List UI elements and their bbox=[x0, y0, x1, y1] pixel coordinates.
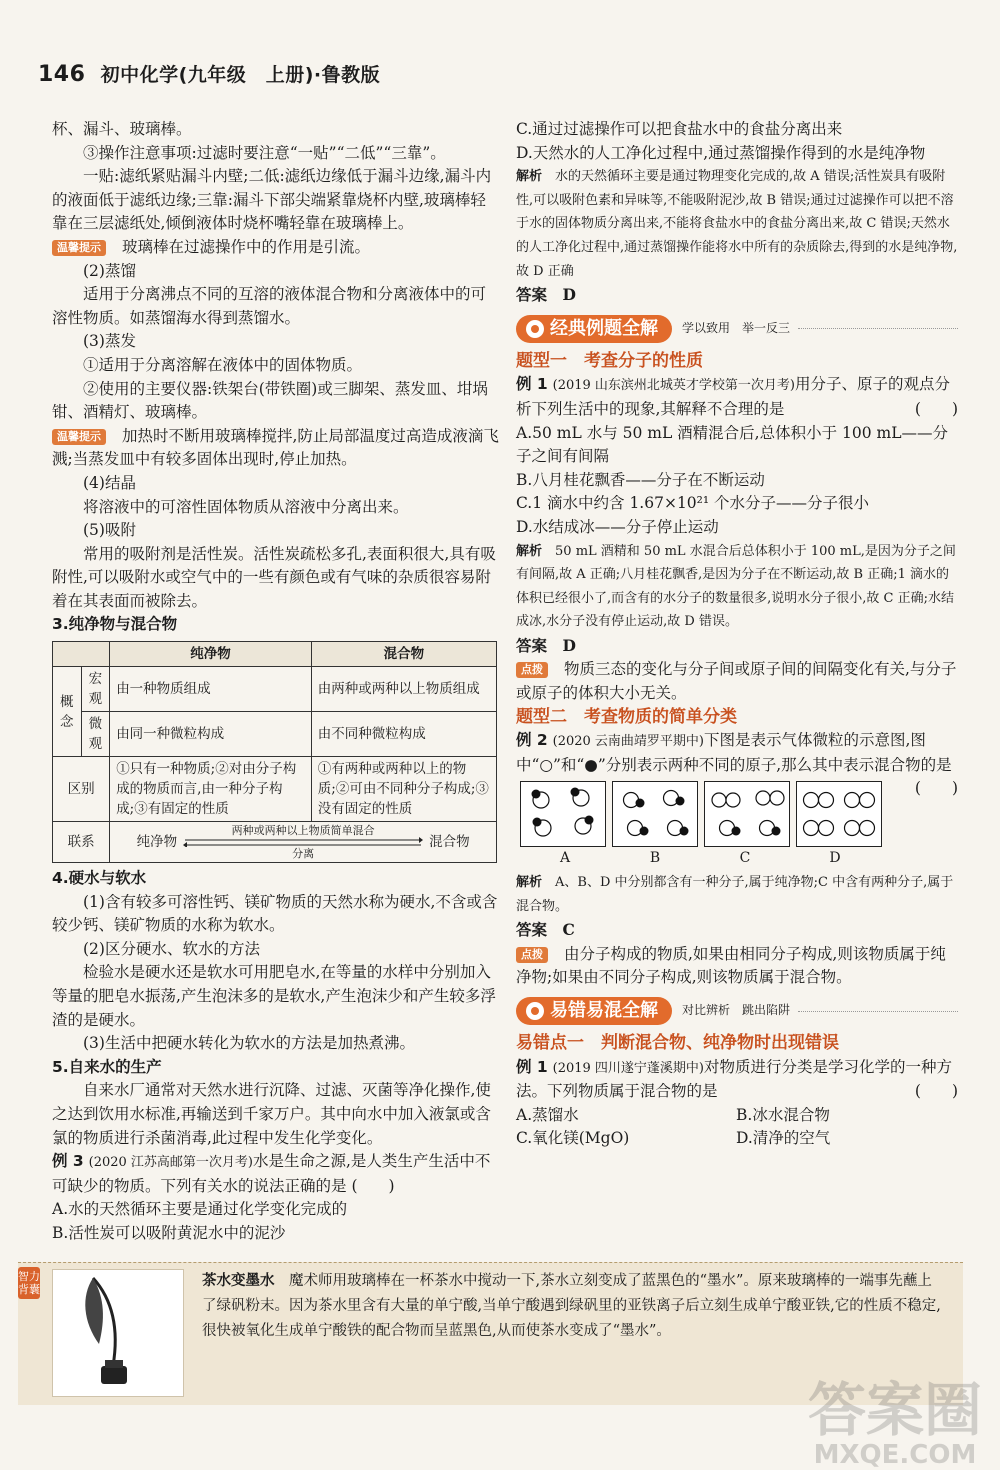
example-label: 例 3 bbox=[52, 1152, 84, 1171]
answer-paren: ( ) bbox=[914, 399, 958, 418]
relation-left: 纯净物 bbox=[136, 834, 178, 851]
banner-subtitle: 学以致用 举一反三 bbox=[682, 320, 791, 335]
footer-body: 魔术师用玻璃棒在一杯茶水中搅动一下,茶水立刻变成了蓝黑色的“墨水”。原来玻璃棒的一端事先蘸上了绿矾粉末。因为茶水里含有大量的单宁酸,当单宁酸遇到绿矾里的亚铁离子后立刻生成单宁酸亚铁,它的性质不稳定,很快被氧化生成单宁酸铁的配合物而呈蓝黑色,从而使茶水变成了“墨水”。 bbox=[202, 1273, 941, 1339]
error-point-heading: 易错点一 判断混合物、纯净物时出现错误 bbox=[516, 1033, 839, 1053]
example-label: 例 1 bbox=[516, 1057, 548, 1076]
molecule-box-b bbox=[612, 781, 698, 847]
option: C.通过过滤操作可以把食盐水中的食盐分离出来 bbox=[516, 120, 843, 138]
tip-tag: 温馨提示 bbox=[52, 429, 106, 445]
footer-side-tag: 智力背囊 bbox=[18, 1267, 40, 1299]
table-cell: 由两种或两种以上物质组成 bbox=[311, 667, 496, 712]
page-number: 146 bbox=[38, 62, 86, 87]
answer-label: 答案 bbox=[516, 921, 548, 940]
molecule-labels bbox=[520, 847, 958, 871]
table-cell: 由不同种微粒构成 bbox=[311, 712, 496, 757]
molecule-label: C bbox=[739, 850, 751, 867]
banner-subtitle: 对比辨析 跳出陷阱 bbox=[682, 1003, 791, 1018]
paragraph: 检验水是硬水还是软水可用肥皂水,在等量的水样中分别加入等量的肥皂水振荡,产生泡沫多的是软水,产生泡沫少和产生较多浮渣的是硬水。 bbox=[52, 963, 496, 1029]
table-cell: ①有两种或两种以上的物质;②可由不同种分子构成;③没有固定的性质 bbox=[311, 757, 496, 822]
analysis-label: 解析 bbox=[516, 875, 543, 891]
molecule-box-a bbox=[520, 781, 606, 847]
comparison-table bbox=[52, 641, 497, 863]
text-line: 杯、漏斗、玻璃棒。 bbox=[52, 120, 192, 138]
analysis-label: 解析 bbox=[516, 169, 543, 185]
footer-title: 茶水变墨水 bbox=[202, 1273, 275, 1289]
answer-label: 答案 bbox=[516, 286, 548, 305]
footer-text bbox=[202, 1269, 942, 1344]
subheading: (5)吸附 bbox=[83, 521, 136, 540]
example-question: 下图是表示气体微粒的示意图,图中“○”和“●”分别表示两种不同的原子,那么其中表示混合物的是 bbox=[516, 731, 952, 774]
table-header: 纯净物 bbox=[110, 642, 312, 667]
example-source: (2020 云南曲靖罗平期中) bbox=[552, 734, 704, 750]
paragraph: ①适用于分离溶解在液体中的固体物质。 bbox=[83, 355, 363, 374]
molecule-drawing-c bbox=[705, 782, 789, 846]
option: A.蒸馏水 bbox=[516, 1105, 579, 1124]
option: C.氧化镁(MgO) bbox=[516, 1129, 630, 1148]
ink-bottle-illustration bbox=[52, 1269, 184, 1397]
question-type-heading: 题型一 考查分子的性质 bbox=[516, 350, 703, 371]
paragraph: ②使用的主要仪器:铁架台(带铁圈)或三脚架、蒸发皿、坩埚钳、酒精灯、玻璃棒。 bbox=[52, 379, 488, 422]
molecule-label: B bbox=[649, 850, 661, 867]
example-label: 例 2 bbox=[516, 731, 548, 750]
subheading: (4)结晶 bbox=[83, 473, 136, 492]
tip-text: 加热时不断用玻璃棒搅拌,防止局部温度过高造成液滴飞溅;当蒸发皿中有较多固体出现时,停止加热。 bbox=[52, 426, 499, 469]
left-column bbox=[52, 118, 499, 1246]
table-row-label: 微观 bbox=[81, 712, 110, 757]
banner-title: 易错易混全解 bbox=[550, 1000, 658, 1022]
tip-text: 玻璃棒在过滤操作中的作用是引流。 bbox=[122, 237, 371, 256]
banner-common-errors bbox=[516, 996, 958, 1026]
table-cell: ①只有一种物质;②对由分子构成的物质而言,由一种分子构成;③有固定的性质 bbox=[110, 757, 312, 822]
table-row-label: 联系 bbox=[53, 822, 110, 863]
analysis-label: 解析 bbox=[516, 543, 543, 559]
banner-title: 经典例题全解 bbox=[550, 317, 658, 339]
subheading: (2)蒸馏 bbox=[83, 261, 136, 280]
relation-top-label: 两种或两种以上物质简单混合 bbox=[231, 824, 375, 838]
book-title: 初中化学(九年级 上册)·鲁教版 bbox=[100, 64, 381, 86]
tip-text: 由分子构成的物质,如果由相同分子构成,则该物质属于纯净物;如果由不同分子构成,则该物质属于混合物。 bbox=[516, 944, 946, 987]
example-question: 对物质进行分类是学习化学的一种方法。下列物质属于混合物的是 bbox=[516, 1057, 953, 1101]
answer-paren: ( ) bbox=[351, 1176, 395, 1195]
answer-value: C bbox=[562, 920, 575, 940]
right-column bbox=[516, 118, 958, 1151]
table-row-label: 概念 bbox=[53, 667, 82, 757]
molecule-drawing-a bbox=[521, 782, 605, 846]
text-line: 一贴:滤纸紧贴漏斗内壁;二低:滤纸边缘低于漏斗边缘,漏斗内的液面低于滤纸边缘;三靠:漏斗下部尖端紧靠烧杯内壁,玻璃棒轻靠在三层滤纸处,倾倒液体时烧杯嘴轻靠在玻璃棒上。 bbox=[52, 167, 492, 233]
example-question: 水是生命之源,是人类生产生活中不可缺少的物质。下列有关水的说法正确的是 bbox=[52, 1152, 491, 1195]
tip-text: 物质三态的变化与分子间或原子间的间隔变化有关,与分子或原子的体积大小无关。 bbox=[516, 660, 957, 703]
analysis-text: 水的天然循环主要是通过物理变化完成的,故 A 错误;活性炭具有吸附性,可以吸附色素和异味等,不能吸附泥沙,故 B 错误;通过过滤操作可以把不溶于水的固体物质分离出来,不能将食盐水中的食盐分离出来,故 C 错误;天然水的人工净化过程中,通过蒸馏操作能将水中所有的杂质除去,得到的水是纯净物,故 D 正确 bbox=[516, 169, 958, 279]
option: B.活性炭可以吸附黄泥水中的泥沙 bbox=[52, 1223, 286, 1242]
molecule-drawing-b bbox=[613, 782, 697, 846]
example-source: (2020 江苏高邮第一次月考) bbox=[88, 1155, 253, 1171]
molecule-label: A bbox=[559, 850, 571, 867]
banner-icon bbox=[526, 320, 544, 338]
answer-paren: ( ) bbox=[914, 1082, 958, 1101]
banner-icon bbox=[526, 1002, 544, 1020]
paragraph: (3)生活中把硬水转化为软水的方法是加热煮沸。 bbox=[83, 1034, 415, 1053]
options-grid bbox=[516, 1104, 958, 1151]
answer-value: D bbox=[562, 285, 576, 305]
analysis-text: A、B、D 中分别都含有一种分子,属于纯净物;C 中含有两种分子,属于混合物。 bbox=[516, 875, 954, 914]
section-title: 3.纯净物与混合物 bbox=[52, 615, 178, 634]
section-title: 5.自来水的生产 bbox=[52, 1057, 162, 1076]
table-cell: 由同一种微粒构成 bbox=[110, 712, 312, 757]
example-label: 例 1 bbox=[516, 375, 548, 394]
table-row-label: 宏观 bbox=[81, 667, 110, 712]
example-question: 用分子、原子的观点分析下列生活中的现象,其解释不合理的是 bbox=[516, 375, 951, 418]
paragraph: 自来水厂通常对天然水进行沉降、过滤、灭菌等净化操作,使之达到饮用水标准,再输送到千家万户。其中向水中加入液氯或含氯的物质进行杀菌消毒,此过程中发生化学变化。 bbox=[52, 1081, 491, 1147]
text-line: ③操作注意事项:过滤时要注意“一贴”“二低”“三靠”。 bbox=[83, 143, 446, 162]
molecule-diagram bbox=[520, 781, 915, 847]
watermark-url: MXQE.COM bbox=[813, 1440, 977, 1470]
watermark bbox=[807, 1376, 982, 1470]
banner-classic-examples bbox=[516, 314, 958, 344]
paragraph: (1)含有较多可溶性钙、镁矿物质的天然水称为硬水,不含或含较少钙、镁矿物质的水称为软水。 bbox=[52, 892, 498, 935]
option: D.天然水的人工净化过程中,通过蒸馏操作得到的水是纯净物 bbox=[516, 143, 926, 162]
option: B.八月桂花飘香——分子在不断运动 bbox=[516, 470, 765, 489]
analysis-text: 50 mL 酒精和 50 mL 水混合后总体积小于 100 mL,是因为分子之间有间隔,故 A 正确;八月桂花飘香,是因为分子在不断运动,故 B 正确;1 滴水的体积已经很小了,而含有的水分子的数量很多,说明水分子很小,故 C 正确;水结成冰,水分子没有停止运动,故 D 错误。 bbox=[516, 543, 956, 630]
table-cell: 由一种物质组成 bbox=[110, 667, 312, 712]
section-title: 4.硬水与软水 bbox=[52, 869, 147, 888]
answer-paren: ( ) bbox=[914, 779, 958, 798]
table-header: 混合物 bbox=[311, 642, 496, 667]
page-header bbox=[38, 60, 380, 87]
tip-tag: 点拨 bbox=[516, 947, 548, 963]
relation-arrows bbox=[183, 837, 423, 847]
subheading: (3)蒸发 bbox=[83, 332, 136, 351]
watermark-logo: 答案圈 bbox=[807, 1376, 982, 1444]
example-source: (2019 山东滨州北城英才学校第一次月考) bbox=[552, 378, 795, 394]
molecule-box-d bbox=[796, 781, 882, 847]
quill-icon bbox=[53, 1270, 183, 1396]
paragraph: 常用的吸附剂是活性炭。活性炭疏松多孔,表面积很大,具有吸附性,可以吸附水或空气中的一些有颜色或有气味的杂质很容易附着在其表面而被除去。 bbox=[52, 544, 496, 610]
molecule-drawing-d bbox=[797, 782, 881, 846]
option: D.清净的空气 bbox=[736, 1129, 831, 1148]
tip-tag: 点拨 bbox=[516, 662, 548, 678]
relation-right: 混合物 bbox=[429, 834, 470, 851]
tip-tag: 温馨提示 bbox=[52, 240, 106, 256]
answer-label: 答案 bbox=[516, 636, 548, 655]
subheading: (2)区分硬水、软水的方法 bbox=[83, 939, 260, 958]
paragraph: 将溶液中的可溶性固体物质从溶液中分离出来。 bbox=[83, 497, 409, 516]
option: A.水的天然循环主要是通过化学变化完成的 bbox=[52, 1200, 348, 1219]
table-row-label: 区别 bbox=[53, 757, 110, 822]
question-type-heading: 题型二 考查物质的简单分类 bbox=[516, 706, 737, 727]
option: D.水结成冰——分子停止运动 bbox=[516, 517, 719, 536]
paragraph: 适用于分离沸点不同的互溶的液体混合物和分离液体中的可溶性物质。如蒸馏海水得到蒸馏水。 bbox=[52, 285, 487, 327]
answer-value: D bbox=[562, 635, 576, 655]
molecule-label: D bbox=[829, 850, 841, 867]
option: A.50 mL 水与 50 mL 酒精混合后,总体积小于 100 mL——分子之间有间隔 bbox=[516, 423, 949, 466]
option: C.1 滴水中约含 1.67×10²¹ 个水分子——分子很小 bbox=[516, 494, 870, 513]
example-source: (2019 四川遂宁蓬溪期中) bbox=[552, 1060, 704, 1076]
relation-bottom-label: 分离 bbox=[292, 847, 315, 861]
option: B.冰水混合物 bbox=[736, 1105, 830, 1124]
molecule-box-c bbox=[704, 781, 790, 847]
table-cell-relation bbox=[110, 822, 497, 863]
table-corner bbox=[53, 642, 110, 667]
